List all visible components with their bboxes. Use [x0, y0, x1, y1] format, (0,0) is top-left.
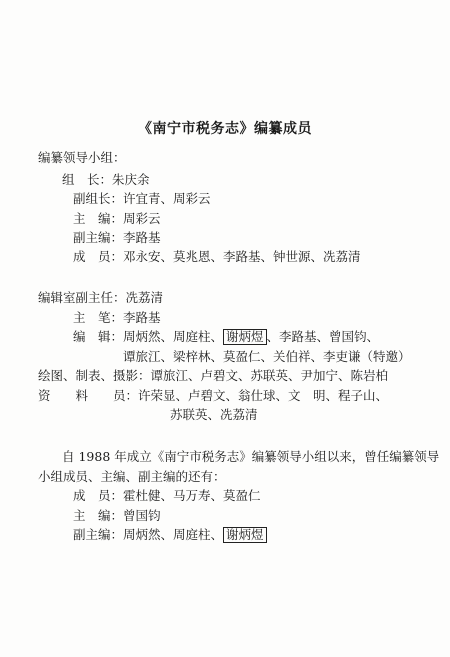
- deputy-director-label: 编辑室副主任：: [38, 290, 126, 305]
- former-chief-row: [73, 508, 161, 524]
- section1-heading: 编纂领导小组：: [38, 150, 126, 165]
- row-text: 邓永安、莫兆恩、李路基、钟世源、冼荔清: [123, 249, 361, 264]
- editor-names-post: 、李路基、曾国钧、: [266, 329, 380, 344]
- boxed-name: 谢炳煜: [223, 329, 267, 345]
- drawing-label: 绘图、制表、摄影：: [38, 368, 151, 383]
- row-label: 组 长：: [62, 172, 113, 187]
- former-members-row: [73, 488, 261, 504]
- drawing-row: [38, 368, 388, 384]
- former-members-names: 霍杜健、马万寿、莫盈仁: [123, 488, 261, 503]
- editor-row: [73, 329, 379, 345]
- row-label: 成 员：: [73, 249, 124, 264]
- editor-label: 编 辑：: [73, 329, 124, 344]
- writer-label: 主 笔：: [73, 310, 124, 325]
- writer-name: 李路基: [123, 310, 161, 325]
- row-text: 周彩云: [123, 211, 161, 226]
- editor-names-pre: 周炳然、周庭柱、: [123, 329, 224, 344]
- former-chief-name: 曾国钧: [123, 508, 161, 523]
- paragraph-line-1: 自 1988 年成立《南宁市税务志》编纂领导小组以来，曾任编纂领导: [62, 449, 440, 464]
- editor-row-continued: 谭旅江、梁梓林、莫盈仁、关伯祥、李吏谦（特邀）: [123, 349, 411, 364]
- materials-names: 许荣显、卢碧文、翁仕球、文 明、程子山、: [138, 388, 389, 403]
- materials-label: 资 料 员：: [38, 388, 139, 403]
- former-members-label: 成 员：: [73, 488, 124, 503]
- materials-row: [38, 388, 388, 404]
- row-label: 副组长：: [73, 191, 124, 206]
- former-chief-label: 主 编：: [73, 508, 124, 523]
- row-label: 副主编：: [73, 230, 124, 245]
- row-members: [73, 249, 361, 265]
- row-chief-editor: [73, 211, 161, 227]
- boxed-name: 谢炳煜: [223, 527, 267, 543]
- deputy-director-row: [38, 290, 163, 306]
- former-deputy-label: 副主编：: [73, 527, 124, 542]
- former-deputy-names: 周炳然、周庭柱、: [123, 527, 224, 542]
- row-deputy-editor: [73, 230, 161, 246]
- row-deputy-leader: [73, 191, 211, 207]
- row-group-leader: [62, 172, 150, 188]
- deputy-director-name: 冼荔清: [125, 290, 164, 305]
- drawing-names: 谭旅江、卢碧文、苏联英、尹加宁、陈岩柏: [150, 368, 389, 383]
- paragraph-line-2: 小组成员、主编、副主编的还有：: [38, 469, 226, 484]
- row-text: 朱庆余: [112, 172, 150, 187]
- row-label: 主 编：: [73, 211, 124, 226]
- materials-row-continued: 苏联英、冼荔清: [170, 407, 258, 422]
- row-text: 许宜青、周彩云: [123, 191, 211, 206]
- row-text: 李路基: [123, 230, 161, 245]
- writer-row: [73, 310, 161, 326]
- former-deputy-row: [73, 527, 267, 543]
- page-title: 《南宁市税务志》编纂成员: [138, 121, 312, 137]
